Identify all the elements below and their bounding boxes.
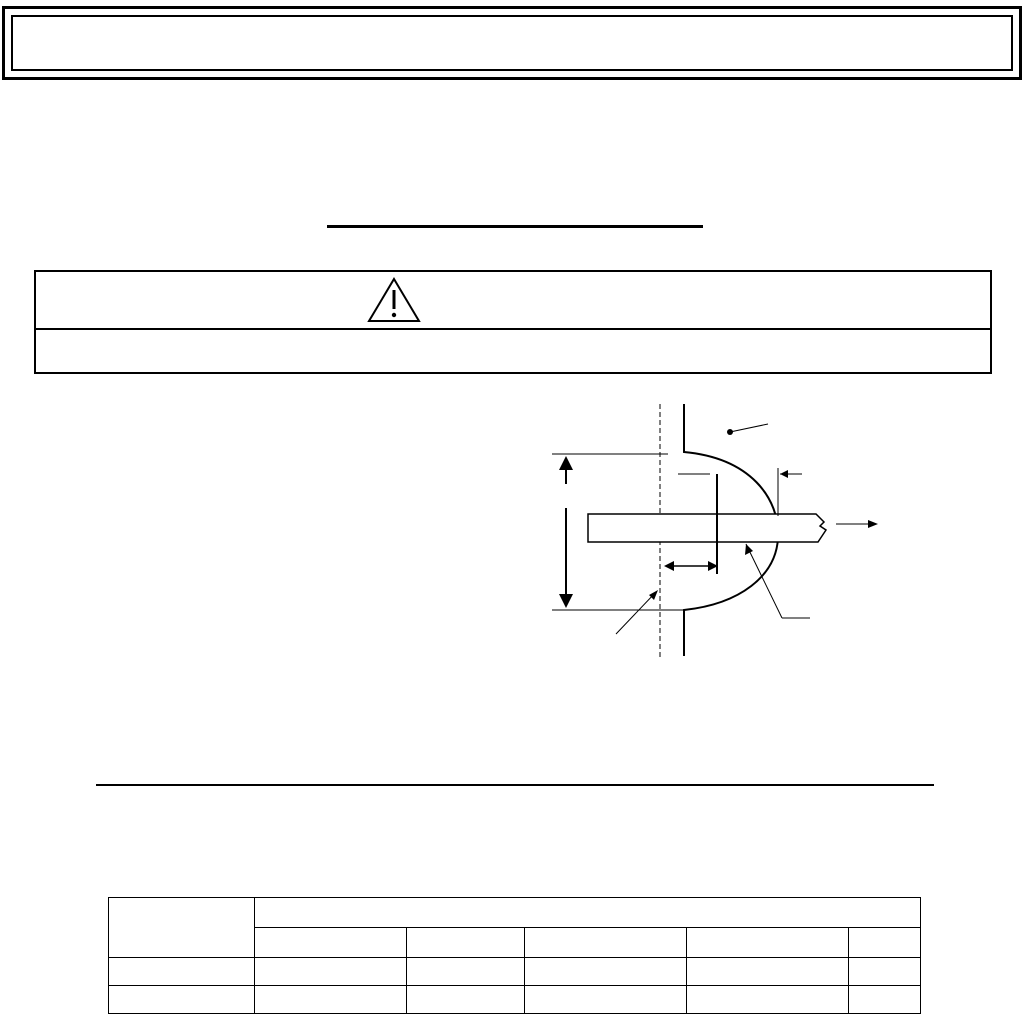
left-arrowhead-up [559, 456, 573, 470]
table-row [109, 898, 921, 928]
table-cell [407, 958, 525, 986]
table-cell [687, 958, 849, 986]
table-row [109, 958, 921, 986]
table-cell [407, 928, 525, 958]
table-group-header [255, 898, 921, 928]
page-header-frame [2, 6, 1022, 80]
left-arrowhead-down [559, 594, 573, 608]
table-row [109, 986, 921, 1014]
caution-header [36, 272, 990, 330]
rod-shape [588, 514, 826, 542]
caution-box [34, 270, 992, 374]
table-cell [849, 928, 921, 958]
page-header-title [11, 15, 1013, 71]
spec-table [108, 897, 921, 1014]
table-cell [109, 898, 255, 958]
leader-arrowhead-lower-right [745, 544, 753, 555]
output-arrowhead [868, 520, 878, 528]
table-cell [849, 986, 921, 1014]
table-cell [687, 928, 849, 958]
leader-line-top [730, 424, 768, 432]
table-cell [525, 928, 687, 958]
caution-body [36, 330, 990, 372]
subsection-heading-rule [96, 784, 934, 786]
warning-triangle-icon [366, 276, 422, 324]
technical-diagram [540, 398, 900, 662]
table-cell [525, 958, 687, 986]
section-heading-rule [327, 225, 703, 228]
table-cell [109, 958, 255, 986]
table-cell [407, 986, 525, 1014]
table-cell [687, 986, 849, 1014]
table-cell [849, 958, 921, 986]
leader-line-lower-left [616, 592, 656, 634]
dimension-arrowhead [780, 470, 788, 478]
leader-line-lower-right [746, 544, 782, 618]
table-cell [255, 928, 407, 958]
table-cell [109, 986, 255, 1014]
inner-arrowhead-left [664, 561, 674, 571]
table-cell [525, 986, 687, 1014]
table-cell [255, 986, 407, 1014]
table-cell [255, 958, 407, 986]
